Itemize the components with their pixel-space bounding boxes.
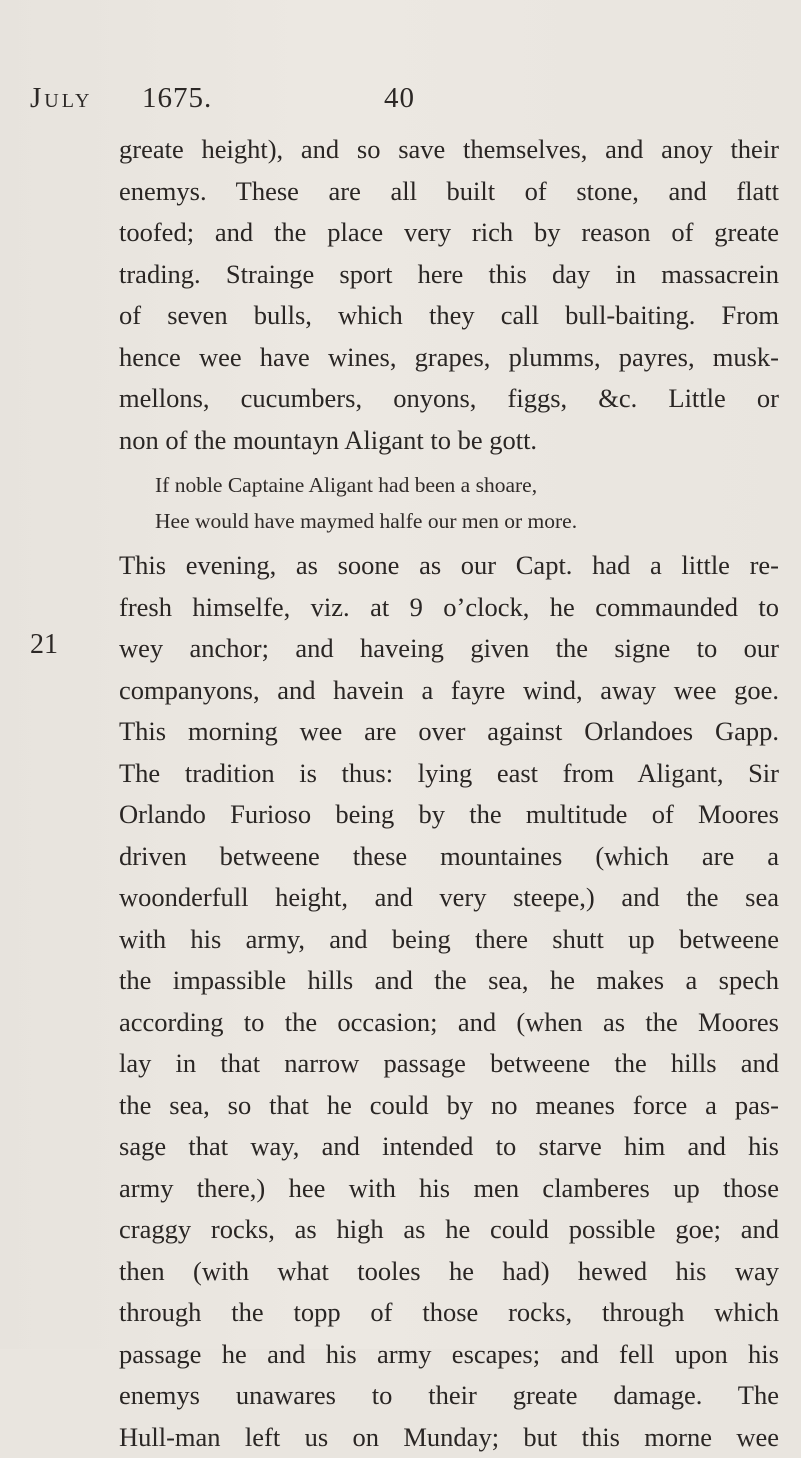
text-line: companyons, and havein a fayre wind, away wee goe. [119,670,779,712]
text-line: The tradition is thus: lying east from Aligant, Sir [119,753,779,795]
text-line: the sea, so that he could by no meanes force a pas- [119,1085,779,1127]
verse-line: Hee would have maymed halfe our men or more. [119,503,779,539]
text-line: through the topp of those rocks, through which [119,1292,779,1334]
running-head-year: 1675. [142,82,212,115]
body-text [119,129,779,1458]
text-line: Hull-man left us on Munday; but this morne wee [119,1417,779,1458]
text-line: army there,) hee with his men clamberes up those [119,1168,779,1210]
text-line: the impassible hills and the sea, he makes a spech [119,960,779,1002]
text-line: hence wee have wines, grapes, plumms, payres, musk- [119,337,779,379]
text-line: fresh himselfe, viz. at 9 o’clock, he commaunded to [119,587,779,629]
text-line: enemys unawares to their greate damage. The [119,1375,779,1417]
text-line: according to the occasion; and (when as the Moores [119,1002,779,1044]
running-head-month: July [30,82,92,115]
text-line: of seven bulls, which they call bull-baiting. From [119,295,779,337]
text-line: driven betweene these mountaines (which are a [119,836,779,878]
text-line: This morning wee are over against Orlandoes Gapp. [119,711,779,753]
text-line: enemys. These are all built of stone, and flatt [119,171,779,213]
text-line: non of the mountayn Aligant to be gott. [119,420,779,462]
text-line: lay in that narrow passage betweene the hills and [119,1043,779,1085]
text-line: toofed; and the place very rich by reason of greate [119,212,779,254]
text-line: with his army, and being there shutt up betweene [119,919,779,961]
text-line: sage that way, and intended to starve him and his [119,1126,779,1168]
margin-date-21: 21 [30,629,58,661]
text-line: mellons, cucumbers, onyons, figgs, &c. Little or [119,378,779,420]
text-line: wey anchor; and haveing given the signe to our [119,628,779,670]
text-line: craggy rocks, as high as he could possible goe; and [119,1209,779,1251]
text-line: Orlando Furioso being by the multitude of Moores [119,794,779,836]
verse-line: If noble Captaine Aligant had been a shoare, [119,467,779,503]
text-line: This evening, as soone as our Capt. had a little re- [119,545,779,587]
page-number: 40 [384,82,415,115]
text-line: passage he and his army escapes; and fell upon his [119,1334,779,1376]
text-line: woonderfull height, and very steepe,) and the sea [119,877,779,919]
text-line: greate height), and so save themselves, and anoy their [119,129,779,171]
text-line: then (with what tooles he had) hewed his way [119,1251,779,1293]
text-line: trading. Strainge sport here this day in massacrein [119,254,779,296]
